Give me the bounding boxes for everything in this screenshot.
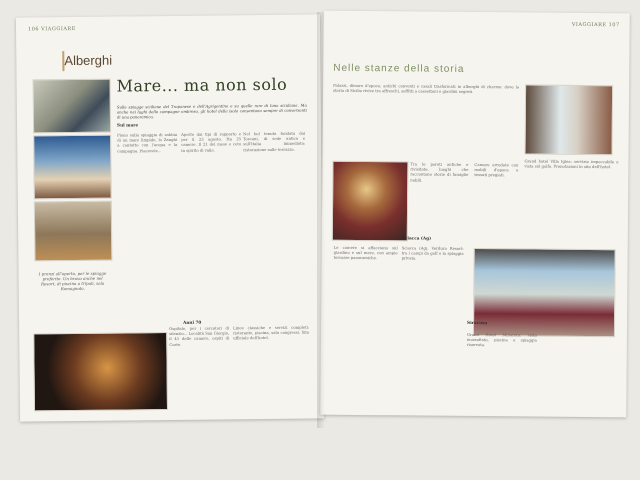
right-column-7: Grand Hotel Minareto: vista mozzafiato, piscina e spiaggia riservata. bbox=[466, 331, 537, 348]
page-fold bbox=[317, 12, 325, 428]
hotel-photo-1 bbox=[33, 79, 112, 134]
right-page-header: VIAGGIARE 107 bbox=[571, 21, 620, 29]
right-column-2: Tra le pareti antiche e rivisitate, luoghi che raccontano storie di famiglie nobili. bbox=[410, 161, 469, 183]
hotel-photo-4 bbox=[33, 332, 168, 411]
hotel-photo-2 bbox=[33, 135, 112, 200]
column-5: Linee classiche e servizi completi: ristorante, piscina, sala congressi. Sito ufficiale dell'hotel. bbox=[233, 324, 310, 341]
right-column-1: Palazzi, dimore d'epoca, antichi conventi e casali trasformati in alberghi di charme: dove la storia di Sicilia rivive tra affreschi, soffitti a cassettoni e giardini segreti. bbox=[333, 82, 520, 95]
left-page-header: 106 VIAGGIARE bbox=[27, 25, 76, 33]
section-label: Sul mare bbox=[116, 122, 139, 128]
photo-caption: I pranzi all'aperto, per le spiagge preferite. Un bravo anche nel Resort, di piscina a tripoli, sala Romagnolo. bbox=[38, 270, 107, 292]
right-column-6: Sciacca (Ag), Verdura Resort: tra i campi da golf e la spiaggia privata. bbox=[401, 245, 464, 261]
hotel-photo-7 bbox=[473, 248, 616, 337]
right-subhead-1: Sciacca (Ag) bbox=[401, 235, 432, 241]
subhead-1: Anni 70 bbox=[183, 319, 202, 325]
column-2: Aperto dai tipi di rapporto e per il 23 agosto. Ha 25 camere. Il 21 del mese e ceto in spirito di valle. bbox=[181, 131, 242, 153]
lead-text: Sulle spiagge siciliane del Trapanese e dell'Agrigentino e su quelle rare di luna siculiana. Ma anche nei lughi dello campagne ombreso, gli hotel della isola consentono sempre di conversanti di una panoramica. bbox=[116, 102, 307, 120]
right-column-5: Le camere si affacciano sul giardino e sul mare, con ampie terrazze panoramiche. bbox=[333, 244, 398, 261]
hotel-photo-3 bbox=[34, 201, 113, 262]
hotel-photo-6 bbox=[525, 84, 614, 155]
column-4: Ospitale, per i cercatori di silenzio... Località San Giorgio, il 41 delle camere, ospiti di Corte. bbox=[169, 325, 230, 347]
right-column-4: Grand hotel Villa Igiea: servizio impeccabile e vista sul golfo. Prenotazioni in sito dell'hotel. bbox=[524, 158, 619, 170]
right-subhead-2: Siracusa bbox=[467, 319, 488, 326]
brand-title: Alberghi bbox=[64, 52, 113, 69]
section-title: Nelle stanze della storia bbox=[333, 62, 465, 75]
hotel-photo-5 bbox=[332, 161, 409, 242]
left-magazine-page bbox=[16, 14, 324, 421]
column-1: Pieno sulla spiaggia di sabbia di un mare limpido, lo Zanghi a contatto con l'acqua e la campagna. Piacevole... bbox=[117, 131, 178, 154]
column-3: Nel bel tenuta fondata dai Toscani, di sede antica e sull'Italia immediata: ristorazione sulle terrazze. bbox=[243, 130, 306, 152]
right-column-3: Camere arredate con mobili d'epoca e tessuti pregiati. bbox=[474, 161, 519, 178]
right-magazine-page bbox=[320, 11, 630, 418]
article-title: Mare... ma non solo bbox=[116, 74, 288, 96]
